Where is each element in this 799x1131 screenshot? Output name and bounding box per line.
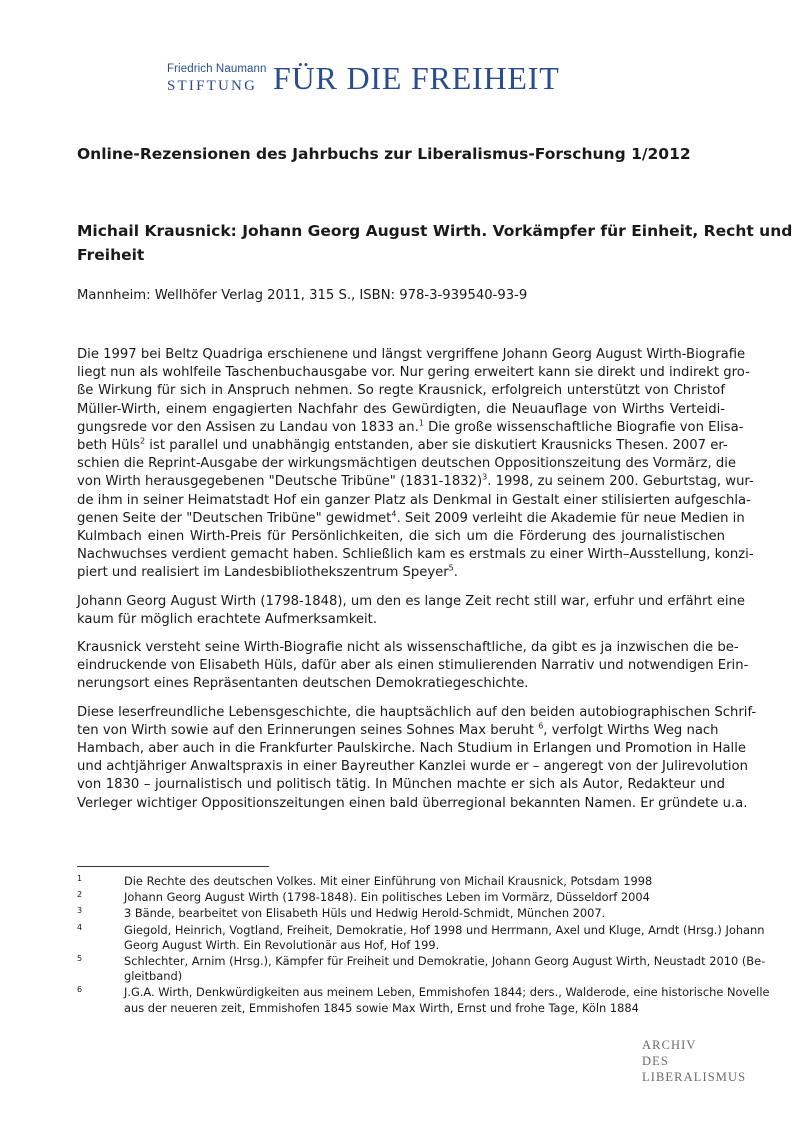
text-line: von 1830 – journalistisch und politisch tätig. In München machte er sich als Autor, Redakteur und <box>77 777 725 793</box>
footnote-number: 5 <box>77 954 83 964</box>
text-line: Hambach, aber auch in die Frankfurter Paulskirche. Nach Studium in Erlangen und Promotion in Halle <box>77 741 746 757</box>
text-line: eindruckende von Elisabeth Hüls, dafür aber als einen stimulierenden Narrativ und notwendigen Erin- <box>77 658 749 674</box>
footnote-ref[interactable]: 5 <box>448 564 454 574</box>
footnote-number: 3 <box>77 906 83 916</box>
text-line <box>77 436 728 455</box>
text-segment: ist parallel und unabhängig entstanden, aber sie diskutiert Krausnicks Thesen. 2007 er- <box>145 438 728 454</box>
publication-title: Online-Rezensionen des Jahrbuchs zur Liberalismus-Forschung 1/2012 <box>77 145 691 163</box>
text-line: Die 1997 bei Beltz Quadriga erschienene und längst vergriffene Johann Georg August Wirth-Biografie <box>77 347 746 362</box>
footnotes <box>77 874 770 1017</box>
footnote-ref[interactable]: 6 <box>538 721 544 731</box>
paragraph <box>77 346 754 583</box>
footnote-separator <box>77 866 269 867</box>
footnote-text: Schlechter, Arnim (Hrsg.), Kämpfer für Freiheit und Demokratie, Johann Georg August Wirth, Neustadt 2010 (Be- <box>124 954 766 969</box>
text-line: liegt nun als wohlfeile Taschenbuchausgabe vor. Nur gering erweitert kann sie direkt und indirekt gro- <box>77 365 750 381</box>
text-line: Diese leserfreundliche Lebensgeschichte, die hauptsächlich auf den beiden autobiographischen Schrif- <box>77 704 757 720</box>
text-line: kaum für möglich erachtete Aufmerksamkeit. <box>77 611 378 627</box>
text-line <box>77 473 754 491</box>
footnote-text: gleitband) <box>124 969 183 984</box>
footnote <box>77 954 766 984</box>
footnote-text: Georg August Wirth. Ein Revolutionär aus Hof, Hof 199. <box>124 937 440 952</box>
text-segment: von Wirth herausgegebenen "Deutsche Tribüne" (1831-1832) <box>77 474 483 490</box>
text-line: ße Wirkung für sich in Anspruch nehmen. So regte Krausnick, erfolgreich unterstützt von Christof <box>77 383 725 399</box>
foundation-logo <box>163 57 604 99</box>
text-segment: ten von Wirth sowie auf den Erinnerungen seines Sohnes Max beruht <box>77 722 539 738</box>
footnote-number: 6 <box>77 985 83 995</box>
text-segment: , verfolgt Wirths Weg nach <box>543 722 719 738</box>
footnote-number: 4 <box>77 922 83 932</box>
footnote-text: 3 Bände, bearbeitet von Elisabeth Hüls und Hedwig Herold-Schmidt, München 2007. <box>124 906 606 921</box>
review-title <box>77 219 793 267</box>
paragraph <box>77 704 757 813</box>
footnote-ref[interactable]: 4 <box>391 509 397 519</box>
text-segment: . Seit 2009 verleiht die Akademie für neue Medien in <box>396 510 745 526</box>
text-line: und achtjähriger Anwaltspraxis in einer Bayreuther Kanzlei wurde er – angeregt von der Julirevolution <box>77 759 748 775</box>
logo-stiftung: STIFTUNG <box>167 78 258 94</box>
footnote-ref[interactable]: 1 <box>418 418 424 428</box>
text-line: Müller-Wirth, einem engagierten Nachfahr des Gewürdigten, die Neuauflage von Wirths Verteidi- <box>77 401 725 417</box>
text-segment: Die große wissenschaftliche Biografie von Elisa- <box>423 419 744 435</box>
footnote-text: Die Rechte des deutschen Volkes. Mit einer Einführung von Michail Krausnick, Potsdam 1998 <box>124 874 653 888</box>
text-line <box>77 418 744 437</box>
footnote-ref[interactable]: 3 <box>482 473 488 483</box>
footnote <box>77 874 725 889</box>
text-line: Kulmbach einen Wirth-Preis für Persönlichkeiten, die sich um die Förderung des journalistischen <box>77 529 725 545</box>
text-line: schien die Reprint-Ausgabe der wirkungsmächtigen deutschen Oppositionszeitung des Vormärz, die <box>77 456 736 472</box>
archive-logo-line: DES <box>642 1054 669 1068</box>
text-segment: genen Seite der "Deutschen Tribüne" gewidmet <box>77 510 392 526</box>
footnote-text: Giegold, Heinrich, Vogtland, Freiheit, Demokratie, Hof 1998 und Herrmann, Axel und Kluge, Arndt (Hrsg.) Johann <box>124 922 765 937</box>
logo-foundation-name: Friedrich Naumann <box>167 63 267 75</box>
text-line <box>77 509 745 528</box>
text-line: Johann Georg August Wirth (1798-1848), um den es lange Zeit recht still war, erfuhr und erfährt eine <box>77 593 746 609</box>
footnote-text: J.G.A. Wirth, Denkwürdigkeiten aus meinem Leben, Emmishofen 1844; ders., Walderode, eine historische Novelle <box>124 985 770 1000</box>
text-line: Nachwuchses verdient gemacht haben. Schließlich kam es erstmals zu einer Wirth–Ausstellung, konzi- <box>77 547 754 563</box>
footnote-number: 2 <box>77 890 83 900</box>
text-line <box>77 722 725 740</box>
footnote <box>77 906 725 921</box>
text-segment: gungsrede vor den Assisen zu Landau von 1833 an. <box>77 419 419 435</box>
logo-slogan: FÜR DIE FREIHEIT <box>273 60 560 96</box>
text-line: Verleger wichtiger Oppositionszeitungen einen bald überregional bekannten Namen. Er gründete u.a. <box>77 795 748 811</box>
text-line: nerungsort eines Repräsentanten deutschen Demokratiegeschichte. <box>77 676 529 692</box>
footnote <box>77 922 765 953</box>
review-body <box>77 346 757 823</box>
footnote <box>77 890 725 905</box>
paragraph <box>77 639 749 694</box>
archive-logo <box>642 1037 746 1085</box>
review-title-line: Freiheit <box>77 246 145 264</box>
review-title-line: Michail Krausnick: Johann Georg August Wirth. Vorkämpfer für Einheit, Recht und <box>77 222 793 240</box>
text-line: de ihm in seiner Heimatstadt Hof ein ganzer Platz als Denkmal in Gestalt einer stilisierten aufgeschla- <box>77 492 751 508</box>
text-line: Krausnick versteht seine Wirth-Biografie nicht als wissenschaftliche, da gibt es ja inzwischen die be- <box>77 640 739 656</box>
paragraph <box>77 593 746 629</box>
text-segment: . <box>453 565 458 581</box>
footnote <box>77 985 770 1015</box>
footnote-ref[interactable]: 2 <box>140 436 146 446</box>
footnote-number: 1 <box>77 874 83 883</box>
footnote-text: aus der neueren zeit, Emmishofen 1845 sowie Max Wirth, Ernst und frohe Tage, Köln 1884 <box>124 1000 639 1015</box>
text-line <box>77 564 725 582</box>
bibliographic-info: Mannheim: Wellhöfer Verlag 2011, 315 S., ISBN: 978-3-939540-93-9 <box>77 288 528 303</box>
text-segment: beth Hüls <box>77 438 141 454</box>
text-segment: piert und realisiert im Landesbibliothekszentrum Speyer <box>77 565 449 581</box>
text-segment: . 1998, zu seinem 200. Geburtstag, wur- <box>487 474 754 490</box>
archive-logo-line: LIBERALISMUS <box>642 1070 747 1084</box>
archive-logo-line: ARCHIV <box>642 1038 697 1052</box>
footnote-text: Johann Georg August Wirth (1798-1848). Ein politisches Leben im Vormärz, Düsseldorf 2004 <box>124 890 650 905</box>
